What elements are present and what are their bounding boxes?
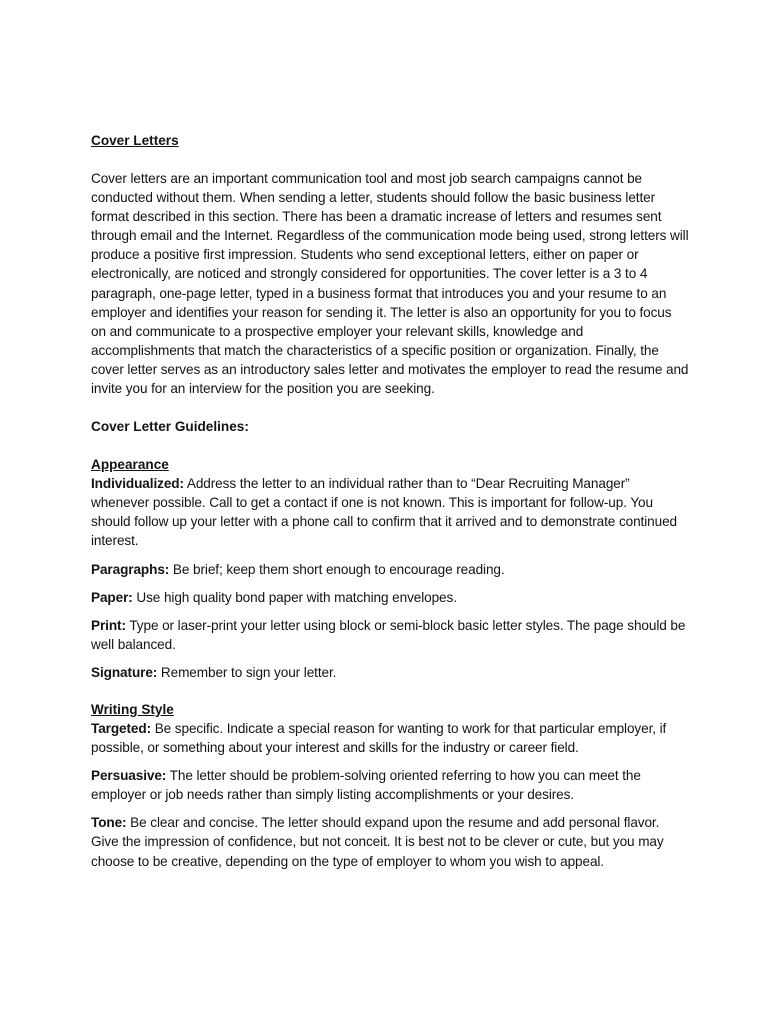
guideline-item-individualized [91, 474, 690, 550]
guideline-item-persuasive [91, 766, 690, 804]
guideline-text: Be brief; keep them short enough to encourage reading. [169, 561, 505, 577]
writing-style-heading: Writing Style [91, 701, 174, 717]
guideline-term: Persuasive: [91, 768, 167, 784]
guideline-term: Signature: [91, 664, 158, 680]
guideline-term: Targeted: [91, 720, 152, 736]
guidelines-heading: Cover Letter Guidelines: [91, 419, 249, 435]
intro-paragraph: Cover letters are an important communication tool and most job search campaigns cannot be conducted without them. When sending a letter, students should follow the basic business letter format described in this section. There has been a dramatic increase of letters and resumes sent through email and the Internet. Regardless of the communication mode being used, strong letters will produce a positive first impression. Students who send exceptional letters, either on paper or electronically, are noticed and strongly considered for opportunities. The cover letter is a 3 to 4 paragraph, one-page letter, typed in a business format that introduces you and your resume to an employer and identifies your reason for sending it. The letter is also an opportunity for you to focus on and communicate to a prospective employer your relevant skills, knowledge and accomplishments that match the characteristics of a specific position or organization. Finally, the cover letter serves as an introductory sales letter and motivates the employer to read the resume and invite you for an interview for the position you are seeking. [91, 171, 689, 397]
guideline-item-print [91, 616, 690, 654]
guideline-item-paper [91, 588, 690, 607]
guideline-text: Address the letter to an individual rather than to “Dear Recruiting Manager” whenever possible. Call to get a contact if one is not known. This is important for follow-up. You should follow up your letter with a phone call to confirm that it arrived and to demonstrate continued interest. [91, 476, 677, 549]
page-title: Cover Letters [91, 133, 179, 148]
guideline-text: The letter should be problem-solving oriented referring to how you can meet the employer or job needs rather than simply listing accomplishments or your desires. [91, 768, 641, 803]
guideline-text: Be clear and concise. The letter should expand upon the resume and add personal flavor. Give the impression of confidence, but not conceit. It is best not to be clever or cute, but you may choose to be creative, depending on the type of employer to whom you wish to appeal. [91, 815, 664, 869]
guideline-text: Remember to sign your letter. [157, 664, 337, 680]
guideline-term: Tone: [91, 815, 127, 831]
writing-style-section [91, 700, 690, 871]
guideline-item-paragraphs [91, 560, 690, 579]
guideline-item-targeted [91, 719, 690, 757]
guideline-text: Type or laser-print your letter using block or semi-block basic letter styles. The page should be well balanced. [91, 617, 686, 652]
appearance-heading: Appearance [91, 457, 169, 473]
guideline-term: Print: [91, 617, 126, 633]
guideline-text: Use high quality bond paper with matching envelopes. [132, 589, 457, 605]
guideline-item-signature [91, 663, 690, 682]
guideline-term: Individualized: [91, 476, 184, 492]
guideline-text: Be specific. Indicate a special reason for wanting to work for that particular employer, if possible, or something about your interest and skills for the industry or career field. [91, 720, 667, 756]
guideline-term: Paper: [91, 589, 133, 605]
guideline-item-tone [91, 813, 690, 870]
appearance-section [91, 455, 690, 682]
guideline-term: Paragraphs: [91, 561, 170, 577]
